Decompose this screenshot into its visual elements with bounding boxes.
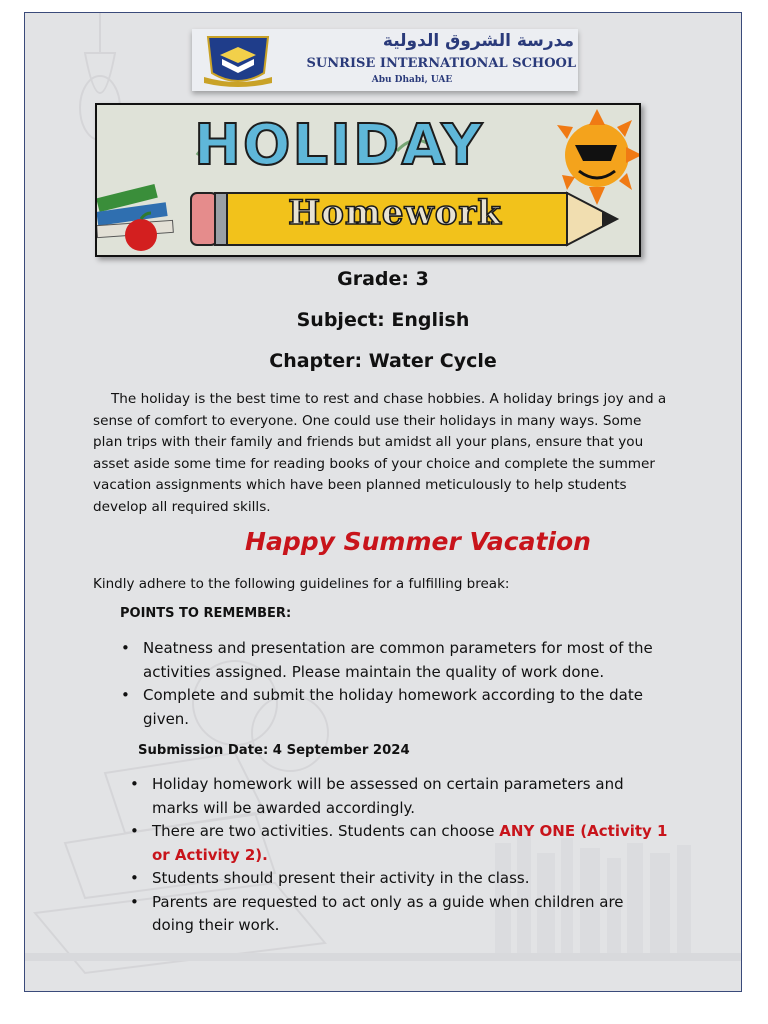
school-location: Abu Dhabi, UAE [371,75,453,85]
guidelines-intro: Kindly adhere to the following guidelines for a fulfilling break: [93,576,510,592]
document-page [24,12,742,992]
holiday-homework-banner [95,103,641,257]
sun-icon [557,109,639,205]
bullet-icon: • [121,686,130,704]
list-item: • Neatness and presentation are common parameters for most of the activities assigned. Please maintain the quality of work done. [121,639,653,681]
points-list [121,637,681,731]
list-item: • Holiday homework will be assessed on certain parameters and marks will be awarded accordingly. [130,775,624,817]
bullet-icon: • [121,639,130,657]
submission-date: Submission Date: 4 September 2024 [138,743,410,758]
school-emblem-icon [198,33,278,87]
list-item: • Complete and submit the holiday homework according to the date given. [121,686,643,728]
list-item: • Students should present their activity in the class. [130,867,670,891]
bullet-icon: • [130,822,139,840]
bullet-icon: • [130,892,139,911]
intro-paragraph: The holiday is the best time to rest and chase hobbies. A holiday brings joy and a sense of comfort to everyone. One could use their holidays in many ways. Some plan trips with their family and friends but amidst all your plans, ensure that you asset aside some time for reading books of your choice and complete the summer vacation assignments which have been planned meticulously to help students develop all required skills. [93,391,667,515]
points-heading: POINTS TO REMEMBER: [120,606,292,621]
banner-subtitle: Homework [288,193,502,233]
school-name-arabic: مدرسة الشروق الدولية [382,31,574,51]
books-icon [97,184,173,251]
school-name: SUNRISE INTERNATIONAL SCHOOL [306,56,576,71]
list-item: • There are two activities. Students can choose ANY ONE (Activity 1 or Activity 2). [130,822,668,864]
subject-heading: Subject: English [296,309,470,331]
list-item: • Parents are requested to act only as a guide when children are doing their work. [130,892,624,934]
greeting-title: Happy Summer Vacation [245,527,591,556]
grade-heading: Grade: 3 [337,268,429,290]
chapter-heading: Chapter: Water Cycle [269,350,497,372]
bullet-icon: • [130,869,139,887]
bullet-icon: • [130,775,139,793]
school-logo [192,29,578,91]
activity-choice-highlight: ANY ONE (Activity 1 or Activity 2). [152,822,668,864]
banner-title: HOLIDAY [193,113,484,178]
rules-list [130,773,670,938]
